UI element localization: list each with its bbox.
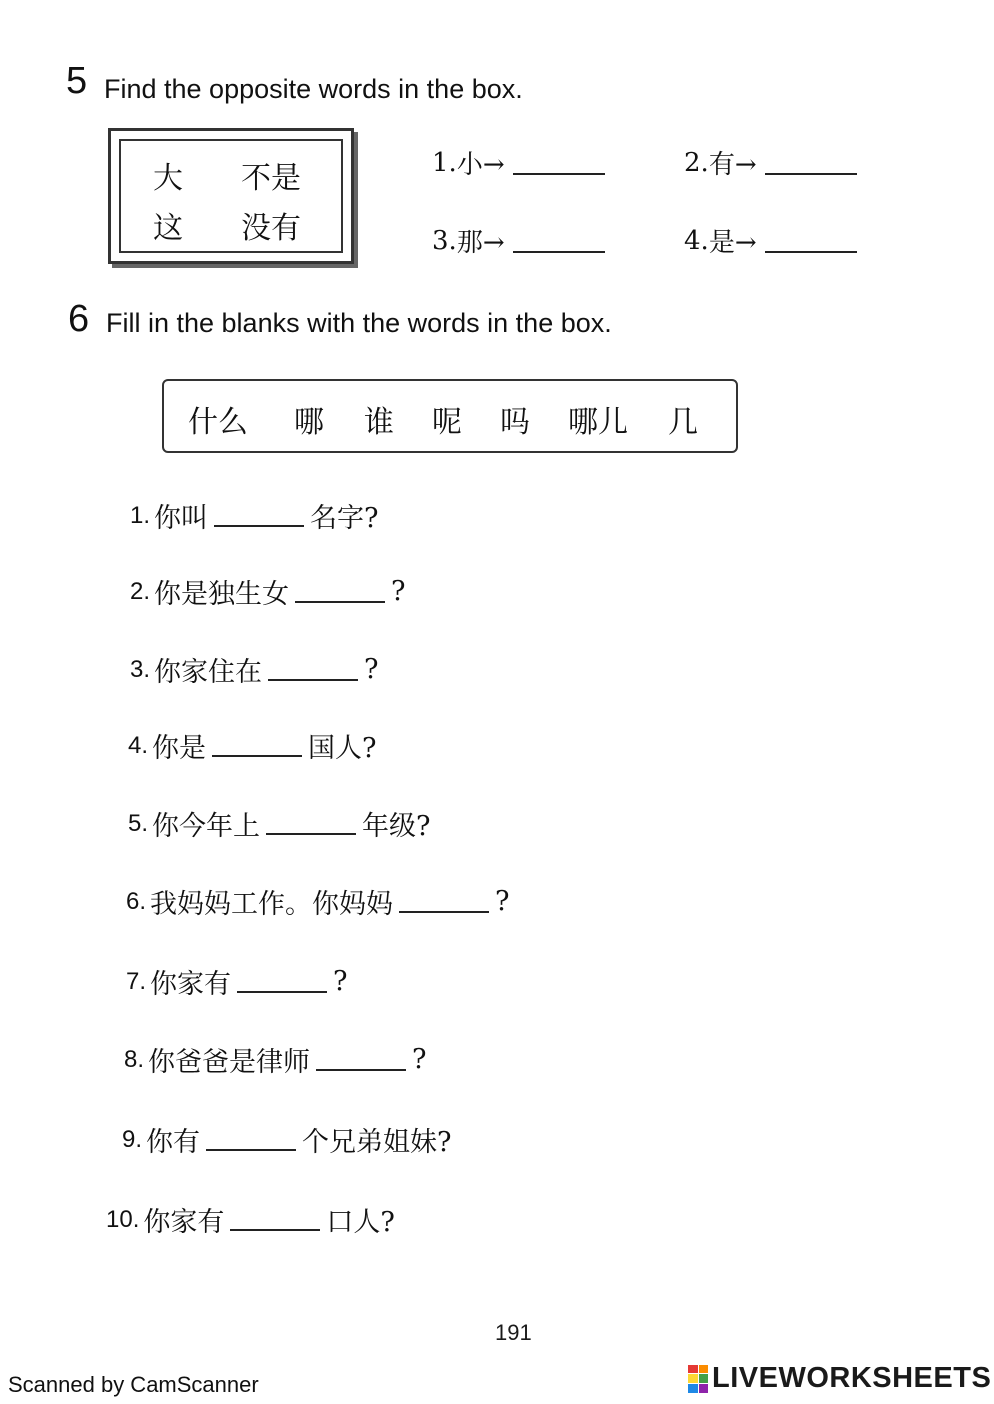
liveworksheets-brand: [688, 1362, 991, 1395]
question-number: 4.: [128, 731, 149, 759]
question-7: [126, 962, 348, 1001]
item-word: 有→: [708, 150, 757, 180]
section-5-title: Find the opposite words in the box.: [104, 74, 523, 104]
logo-block: [699, 1365, 709, 1374]
box-word: 呢: [432, 405, 462, 440]
answer-blank[interactable]: [295, 581, 385, 603]
box-word: 大: [153, 161, 183, 196]
item-word: 小→: [456, 150, 505, 180]
logo-block: [688, 1384, 698, 1393]
question-5: [128, 804, 431, 843]
logo-block: [688, 1374, 698, 1383]
question-text-before: 你家住在: [154, 657, 263, 688]
question-text-before: 你叫: [154, 503, 209, 534]
question-text-before: 你家有: [150, 969, 232, 1000]
logo-block: [699, 1384, 709, 1393]
item-word: 是→: [708, 228, 757, 258]
item-number: 1.: [432, 147, 457, 178]
question-text-after: ?: [333, 966, 348, 997]
item-number: 4.: [684, 225, 709, 256]
question-3: [130, 650, 379, 689]
answer-blank[interactable]: [268, 659, 358, 681]
scanner-watermark: Scanned by CamScanner: [8, 1372, 259, 1397]
answer-blank[interactable]: [765, 229, 857, 253]
question-text-before: 我妈妈工作。你妈妈: [150, 889, 394, 920]
question-text-after: ?: [364, 654, 379, 685]
question-number: 5.: [128, 809, 149, 837]
answer-blank[interactable]: [765, 151, 857, 175]
question-number: 1.: [130, 501, 151, 529]
question-number: 9.: [122, 1125, 143, 1153]
question-text-after: ?: [412, 1044, 427, 1075]
question-number: 3.: [130, 655, 151, 683]
section-6-title: Fill in the blanks with the words in the box.: [106, 308, 612, 338]
logo-block: [699, 1374, 709, 1383]
question-9: [122, 1120, 452, 1159]
logo-block: [688, 1365, 698, 1374]
question-number: 6.: [126, 887, 147, 915]
answer-blank[interactable]: [316, 1049, 406, 1071]
liveworksheets-logo-icon: [688, 1365, 708, 1393]
item-number: 2.: [684, 147, 709, 178]
question-text-after: ?: [495, 886, 510, 917]
word-box-5: [108, 128, 354, 264]
question-8: [124, 1040, 427, 1079]
question-text-before: 你家有: [143, 1207, 225, 1238]
item-word: 那→: [456, 228, 505, 258]
box-word: 没有: [241, 211, 301, 246]
answer-blank[interactable]: [266, 813, 356, 835]
question-6: [126, 882, 510, 921]
section-5-number: 5: [66, 60, 88, 102]
question-10: [106, 1200, 395, 1239]
box-word: 什么: [188, 405, 248, 440]
opposite-item-4: [684, 222, 857, 259]
question-text-before: 你爸爸是律师: [148, 1047, 311, 1078]
answer-blank[interactable]: [212, 735, 302, 757]
item-number: 3.: [432, 225, 457, 256]
word-box-6: [162, 379, 738, 453]
box-word: 不是: [241, 161, 301, 196]
question-text-after: 名字?: [310, 503, 379, 534]
word-box-5-inner-frame: [119, 139, 343, 253]
question-4: [128, 726, 377, 765]
box-word: 谁: [364, 405, 394, 440]
answer-blank[interactable]: [214, 505, 304, 527]
question-text-before: 你有: [146, 1127, 201, 1158]
question-number: 2.: [130, 577, 151, 605]
question-number: 7.: [126, 967, 147, 995]
box-word: 哪: [294, 405, 324, 440]
opposite-item-1: [432, 144, 605, 181]
box-word: 这: [153, 211, 183, 246]
section-6-number: 6: [68, 298, 90, 340]
question-1: [130, 496, 379, 535]
brand-text: LIVEWORKSHEETS: [712, 1362, 992, 1394]
box-word: 几: [668, 405, 698, 440]
question-text-after: 年级?: [362, 811, 431, 842]
question-text-after: 个兄弟姐妹?: [302, 1127, 452, 1158]
box-word: 哪儿: [568, 405, 628, 440]
question-text-before: 你今年上: [152, 811, 261, 842]
question-2: [130, 572, 406, 611]
answer-blank[interactable]: [513, 151, 605, 175]
answer-blank[interactable]: [513, 229, 605, 253]
question-text-after: 国人?: [308, 733, 377, 764]
box-word: 吗: [500, 405, 530, 440]
page-number: 191: [495, 1320, 532, 1345]
question-text-before: 你是: [152, 733, 207, 764]
opposite-item-2: [684, 144, 857, 181]
answer-blank[interactable]: [399, 891, 489, 913]
question-text-after: ?: [391, 576, 406, 607]
answer-blank[interactable]: [237, 971, 327, 993]
answer-blank[interactable]: [206, 1129, 296, 1151]
question-text-before: 你是独生女: [154, 579, 290, 610]
answer-blank[interactable]: [230, 1209, 320, 1231]
question-text-after: 口人?: [326, 1207, 395, 1238]
question-number: 8.: [124, 1045, 145, 1073]
question-number: 10.: [106, 1205, 140, 1233]
opposite-item-3: [432, 222, 605, 259]
